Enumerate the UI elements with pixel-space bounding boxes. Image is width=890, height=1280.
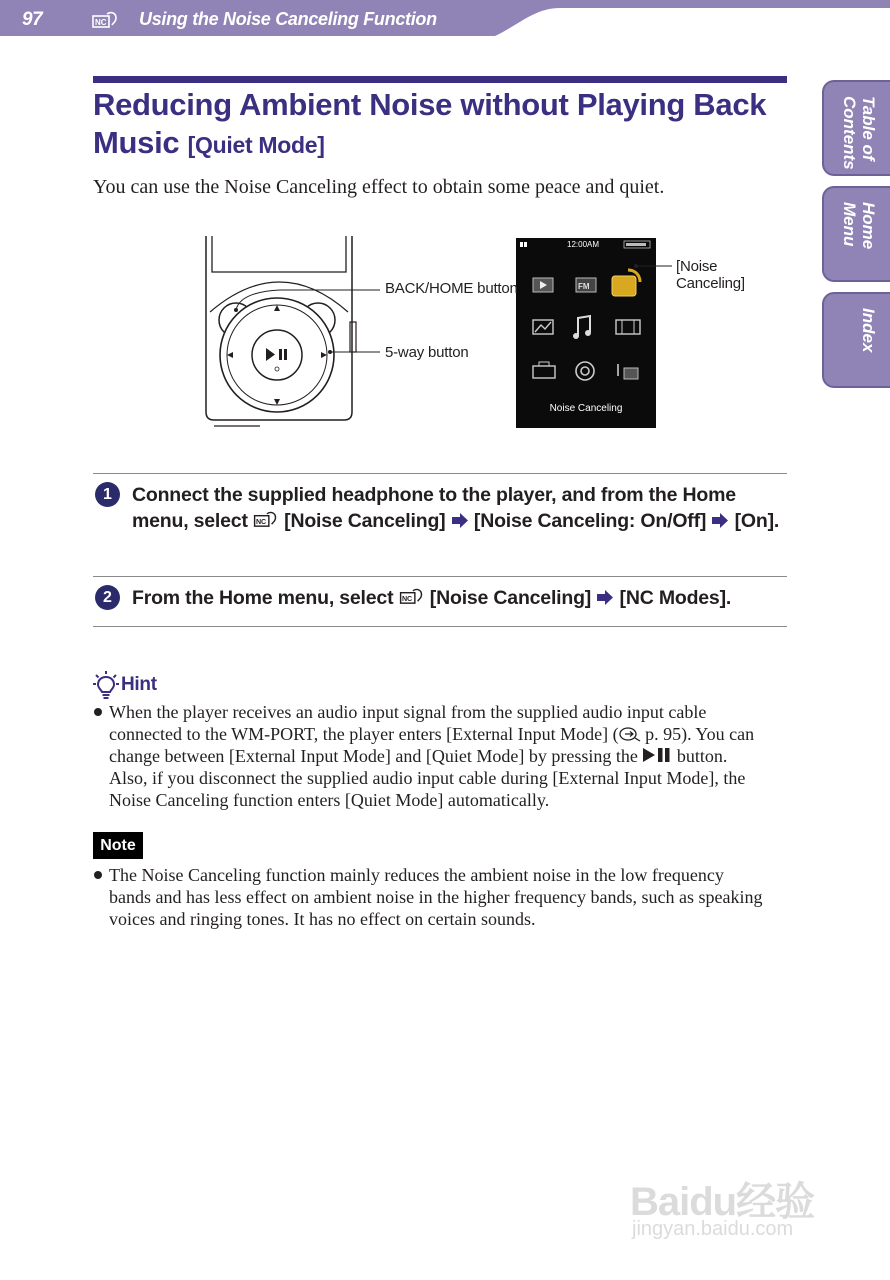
tab-index[interactable] — [822, 292, 890, 388]
bullet-icon — [94, 871, 102, 879]
hint-label: Hint — [121, 674, 157, 695]
step-2-text: From the Home menu, select NC [Noise Canceling] [NC Modes]. — [132, 587, 732, 609]
header-band — [0, 0, 890, 36]
svg-text:NC: NC — [95, 18, 107, 27]
page-reference-icon — [619, 726, 641, 742]
watermark-url: jingyan.baidu.com — [632, 1218, 794, 1240]
step-1-text: Connect the supplied headphone to the player, and from the Home menu, select NC [Noise Canceling] [Noise Canceling: On/Off] [On]. — [132, 484, 780, 532]
tab-table-of-contents[interactable] — [822, 80, 890, 176]
tab-label: Index — [859, 308, 878, 353]
screen-time: 12:00AM — [567, 240, 600, 249]
step-number: 1 — [95, 482, 120, 507]
play-pause-icon — [642, 747, 672, 763]
callout-noise-canceling: [Noise Canceling] — [676, 258, 745, 292]
arrow-right-icon — [596, 590, 614, 605]
hint-text: When the player receives an audio input signal from the supplied audio input cable connected to the WM-PORT, the player enters [External Input Mode] ( p. 95). You can change between [External Input Mode] and [Quiet Mode] by pressing the button. Also, if you disconnect the supplied audio input cable during [External Input Mode], the Noise Canceling function enters [Quiet Mode] automatically. — [109, 702, 755, 810]
tab-label: Table of Contents — [840, 96, 878, 170]
title-sub: [Quiet Mode] — [187, 132, 325, 158]
page-number: 97 — [22, 9, 43, 30]
lightbulb-icon — [93, 670, 119, 700]
page-header — [0, 0, 890, 36]
divider — [93, 626, 787, 627]
divider — [93, 576, 787, 577]
screen-caption: Noise Canceling — [549, 403, 623, 414]
title-main: Reducing Ambient Noise without Playing Back Music — [93, 87, 767, 160]
note-text: The Noise Canceling function mainly reduces the ambient noise in the low frequency bands and has less effect on ambient noise in the higher frequency bands, such as speaking voices and ringing tones. It has no effect on certain sounds. — [109, 865, 763, 929]
step-number: 2 — [95, 585, 120, 610]
noise-canceling-icon — [253, 510, 279, 529]
noise-canceling-icon — [399, 587, 425, 606]
arrow-right-icon — [451, 513, 469, 528]
watermark-logo: Baidu经验 — [630, 1180, 815, 1224]
device-illustration — [200, 232, 790, 432]
svg-text:FM: FM — [578, 282, 590, 291]
divider — [93, 473, 787, 474]
page-title — [93, 86, 793, 164]
note-label: Note — [93, 832, 143, 859]
tab-home-menu[interactable] — [822, 186, 890, 282]
callout-5-way-button: 5-way button — [385, 344, 469, 361]
title-rule — [93, 76, 787, 83]
header-title: Using the Noise Canceling Function — [139, 9, 437, 29]
arrow-right-icon — [711, 513, 729, 528]
bullet-icon — [94, 708, 102, 716]
svg-text:NC: NC — [401, 594, 412, 603]
intro-text: You can use the Noise Canceling effect to obtain some peace and quiet. — [93, 176, 665, 198]
callout-back-home-button: BACK/HOME button — [385, 280, 518, 297]
watermark — [630, 1150, 850, 1250]
svg-text:NC: NC — [255, 517, 266, 526]
noise-canceling-icon — [92, 10, 118, 30]
tab-label: Home Menu — [840, 202, 878, 250]
